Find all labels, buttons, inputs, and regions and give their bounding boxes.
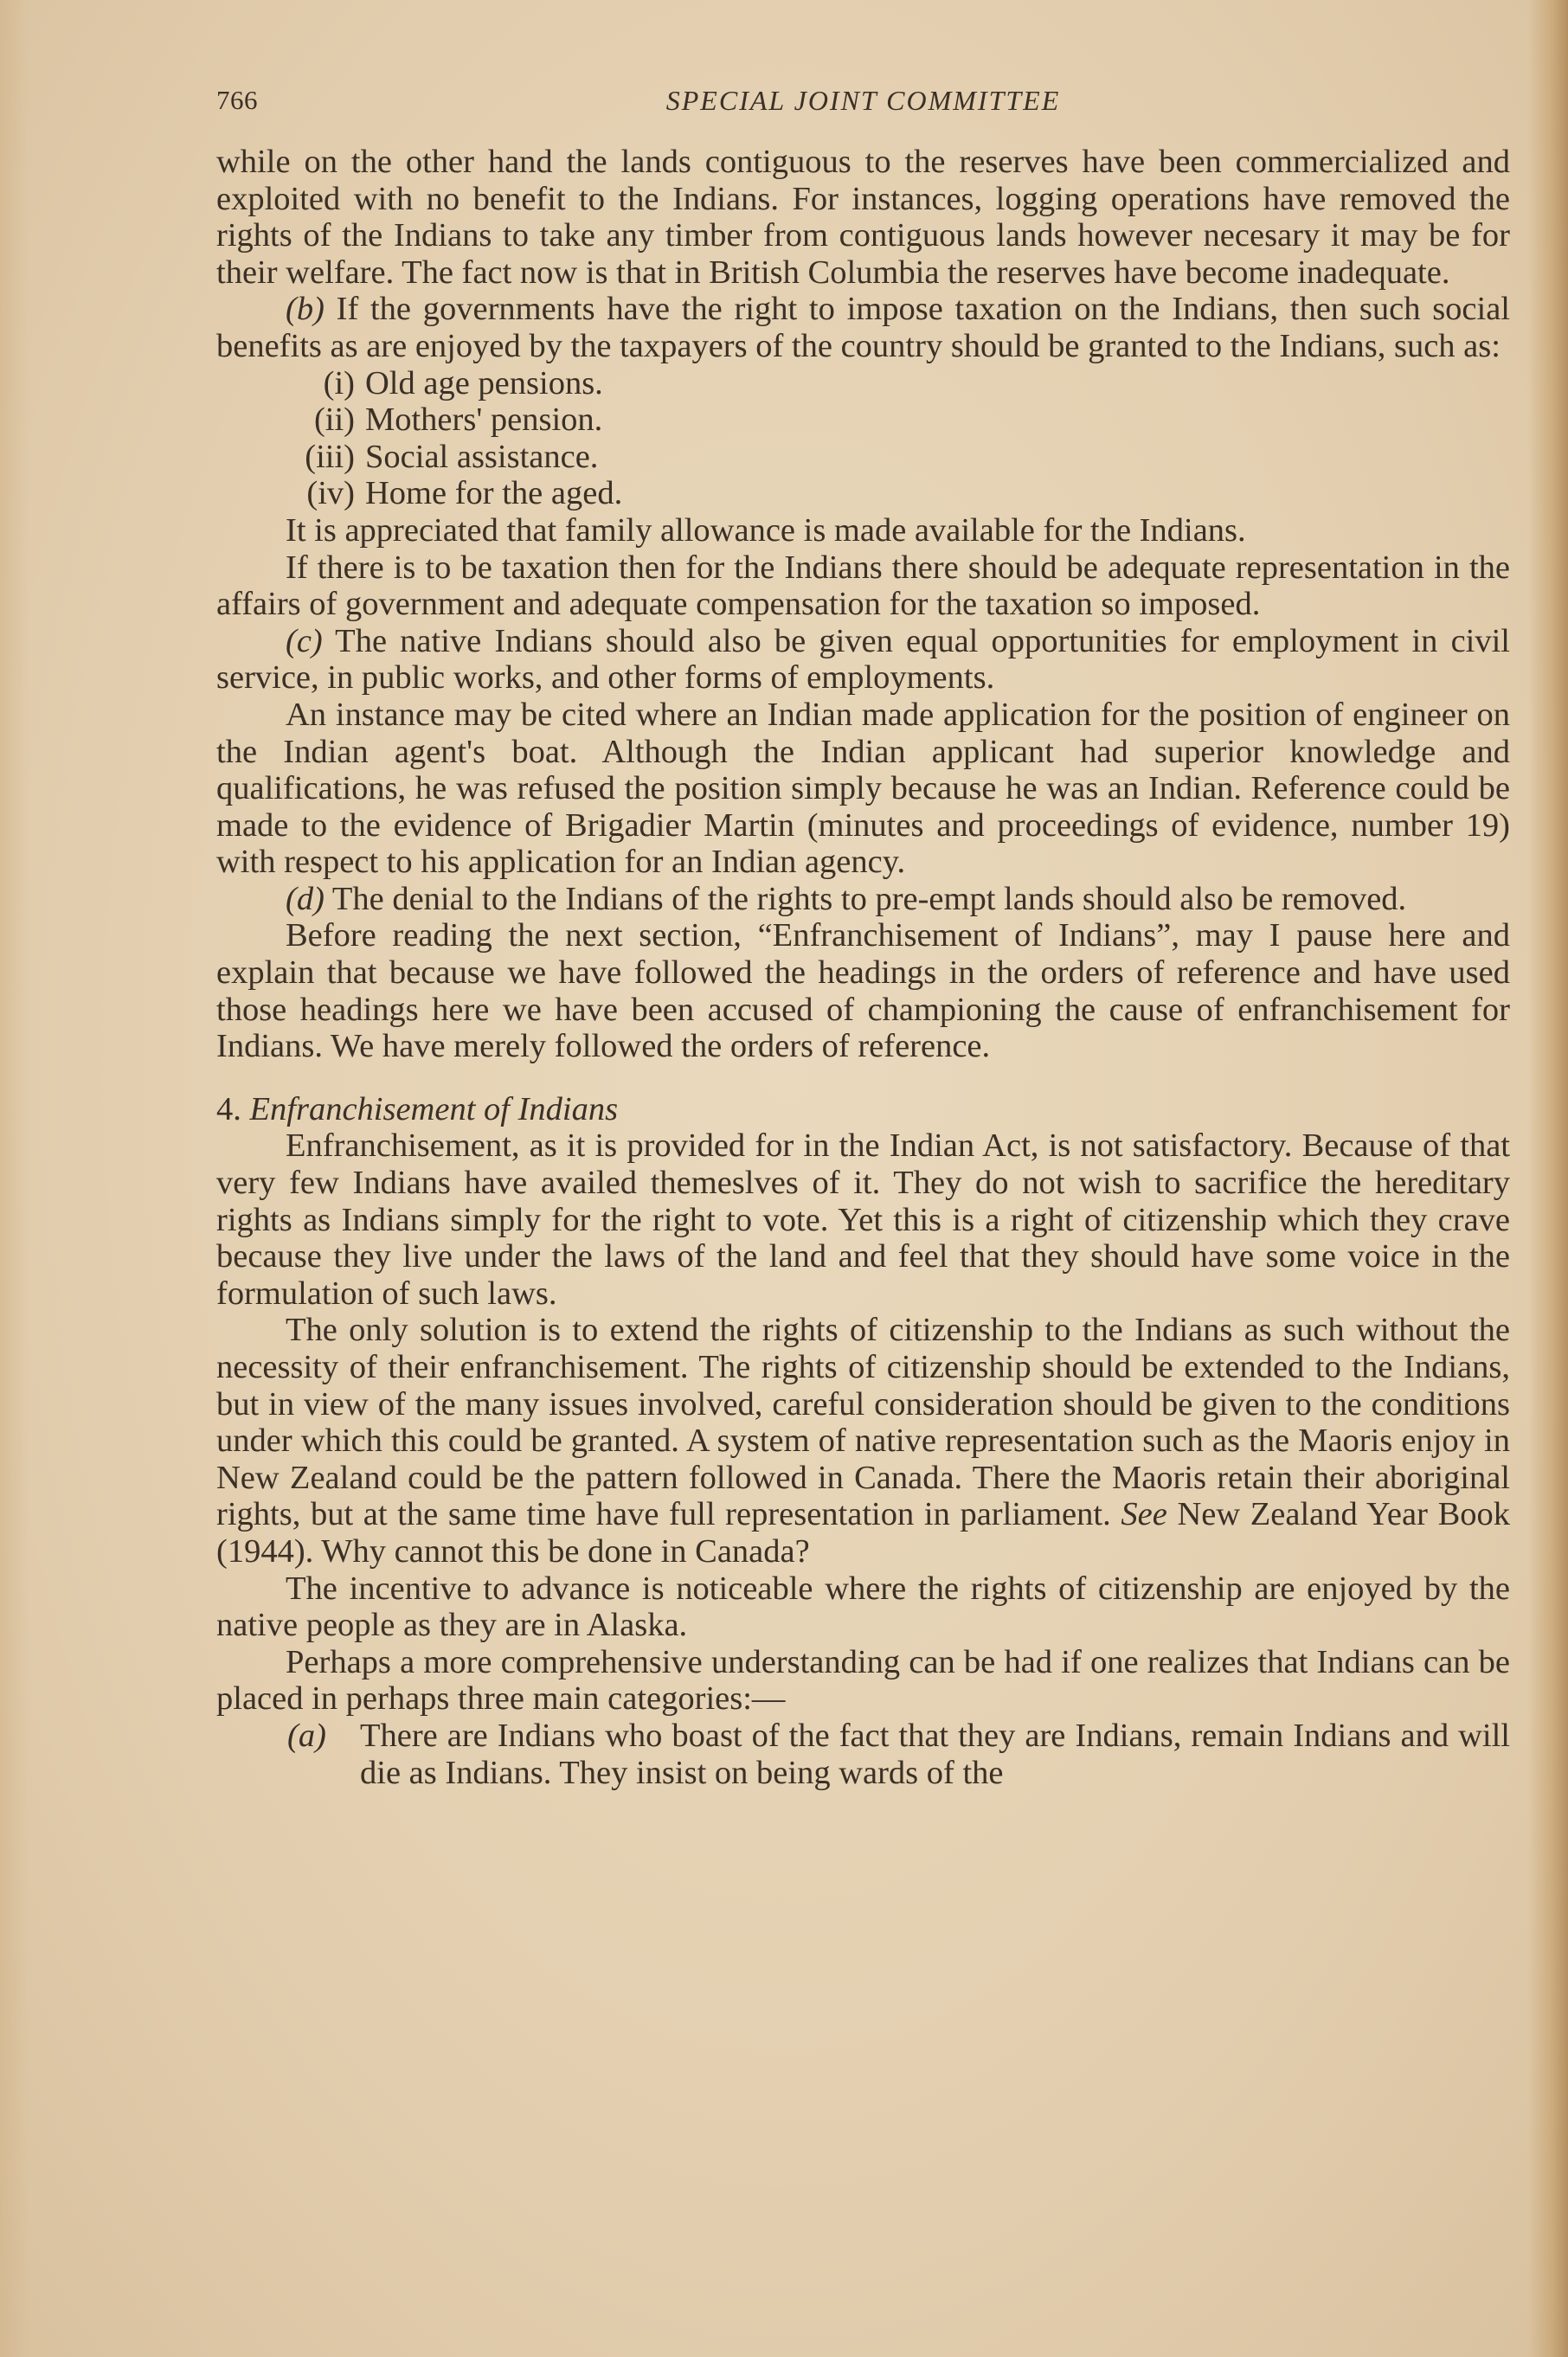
- paragraph-appreciated: It is appreciated that family allowance is made available for the Indians.: [286, 511, 1246, 549]
- item-marker-c: (c): [286, 622, 323, 659]
- list-item-marker: (i): [323, 364, 355, 401]
- item-marker-a: (a): [287, 1717, 326, 1754]
- paragraph-only-solution: [216, 1312, 1510, 1570]
- paragraph-only-solution-tail: New Zealand Year Book (1944). Why cannot this be done in Canada?: [216, 1496, 1510, 1570]
- page-number: 766: [216, 85, 258, 115]
- running-head: SPECIAL JOINT COMMITTEE: [665, 85, 1061, 116]
- list-item-marker: (iv): [306, 475, 355, 512]
- paragraph-enfranchisement: Enfranchisement, as it is provided for in the Indian Act, is not satisfactory. Because of that very few Indians have availed themeslves of it. They do not wish to sacrifice the hereditary rights as Indians simply for the right to vote. Yet this is a right of citizenship which they crave because they live under the laws of the land and feel that they should have some voice in the formulation of such laws.: [216, 1127, 1510, 1312]
- list-item: [216, 365, 1510, 402]
- list-item-text: Social assistance.: [365, 438, 599, 475]
- paragraph-category-a: [216, 1718, 1510, 1791]
- paragraph-before-reading: Before reading the next section, “Enfranchisement of Indians”, may I pause here and explain that because we have followed the headings in the orders of reference and have used those headings here we have been accused of championing the cause of enfranchisement for Indians. We have merely followed the orders of reference.: [216, 917, 1510, 1065]
- body-text: [216, 144, 1510, 1791]
- paragraph-incentive: The incentive to advance is noticeable where the rights of citizenship are enjoyed by the native people as they are in Alaska.: [216, 1570, 1510, 1644]
- page-edge-shadow-left: [0, 0, 29, 2357]
- paragraph-category-a-text: There are Indians who boast of the fact that they are Indians, remain Indians and will die as Indians. They insist on being wards of the: [360, 1717, 1510, 1791]
- benefits-list: [216, 365, 1510, 512]
- paragraph-c-text: The native Indians should also be given equal opportunities for employment in civil service, in public works, and other forms of employments.: [216, 622, 1510, 697]
- section-number: 4.: [216, 1090, 241, 1127]
- paragraph-c: [216, 623, 1510, 697]
- list-item: [216, 439, 1510, 476]
- list-item-marker: (ii): [313, 401, 355, 439]
- page-edge-shadow-right: [1528, 0, 1568, 2357]
- paragraph-instance: An instance may be cited where an Indian made application for the position of engineer on the Indian agent's boat. Although the Indian applicant had superior knowledge and qualifications, he was refused the position simply because he was an Indian. Reference could be made to the evidence of Brigadier Martin (minutes and proceedings of evidence, number 19) with respect to his application for an Indian agency.: [216, 696, 1510, 881]
- paragraph-b: [216, 291, 1510, 364]
- paragraph-b-text: If the governments have the right to impose taxation on the Indians, then such social benefits as are enjoyed by the taxpayers of the country should be granted to the Indians, such as:: [216, 291, 1510, 364]
- page-header: [216, 85, 1510, 125]
- paragraph-d: [216, 881, 1510, 918]
- list-item-marker: (iii): [305, 438, 355, 475]
- paragraph-taxation: If there is to be taxation then for the Indians there should be adequate representation in the affairs of government and adequate compensation for the taxation so imposed.: [216, 549, 1510, 623]
- list-item: [216, 401, 1510, 439]
- section-heading: [216, 1091, 1510, 1128]
- list-item-text: Mothers' pension.: [365, 401, 603, 439]
- paragraph-d-text: The denial to the Indians of the rights to pre-empt lands should also be removed.: [324, 880, 1407, 917]
- paragraph-continuation: while on the other hand the lands contiguous to the reserves have been commercialized and exploited with no benefit to the Indians. For instances, logging operations have removed the rights of the Indians to take any timber from contiguous lands however necesary it may be for their welfare. The fact now is that in British Columbia the reserves have become inadequate.: [216, 144, 1510, 291]
- paragraph-categories: Perhaps a more comprehensive understanding can be had if one realizes that Indians can be placed in perhaps three main categories:—: [216, 1643, 1510, 1718]
- section-title: Enfranchisement of Indians: [249, 1090, 619, 1127]
- item-marker-b: (b): [286, 291, 325, 328]
- list-item-text: Home for the aged.: [365, 475, 623, 512]
- paragraph-only-solution-text: The only solution is to extend the rights of citizenship to the Indians as such without the necessity of their enfranchisement. The rights of citizenship should be extended to the Indians, but in view of the many issues involved, careful consideration should be given to the conditions under which this could be granted. A system of native representation such as the Maoris enjoy in New Zealand could be the pattern followed in Canada. There the Maoris retain their aboriginal rights, but at the same time have full representation in parliament.: [216, 1312, 1510, 1533]
- list-item-text: Old age pensions.: [365, 364, 603, 401]
- item-marker-d: (d): [286, 880, 325, 917]
- see-reference: See: [1121, 1496, 1167, 1533]
- list-item: [216, 475, 1510, 512]
